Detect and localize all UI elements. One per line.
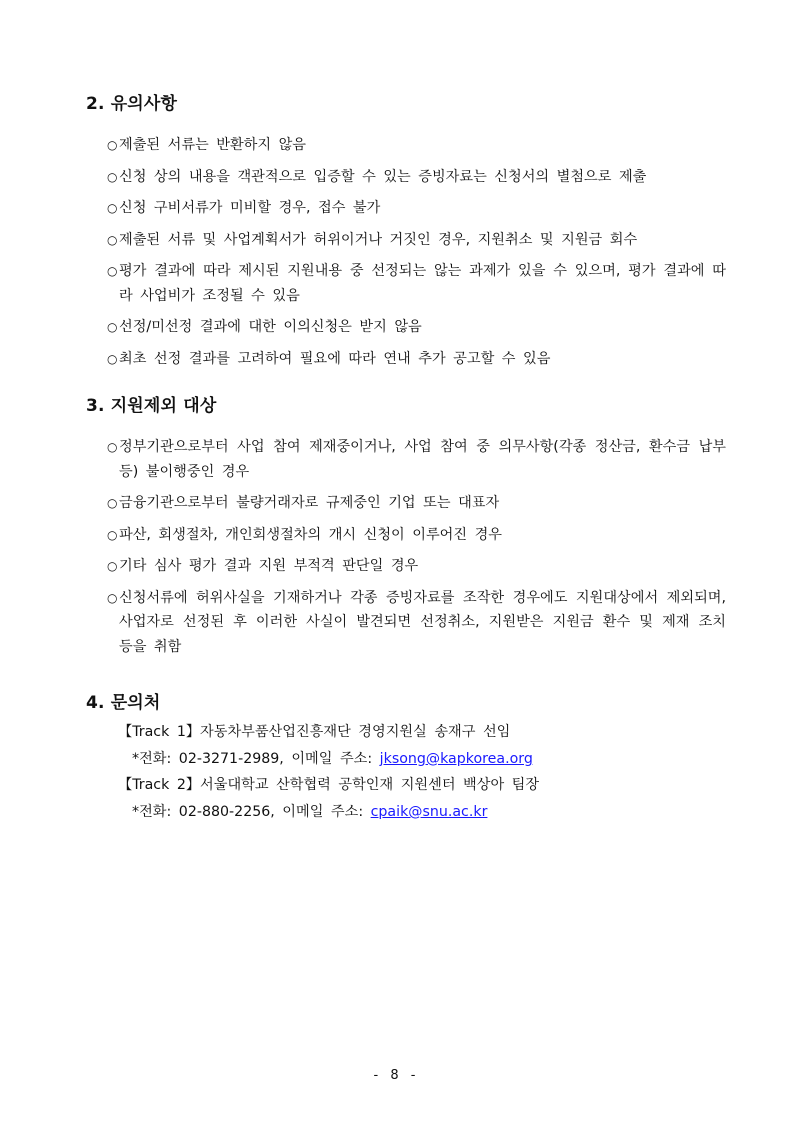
notes-list [86, 133, 726, 371]
list-item [86, 165, 726, 190]
list-item-text: 신청서류에 허위사실을 기재하거나 각종 증빙자료를 조작한 경우에도 지원대상에서 제외되며, 사업자로 선정된 후 이러한 사실이 발견되면 선정취소, 지원받은 지원금 환수 및 제재 조치 등을 취함 [119, 589, 726, 655]
circle-bullet-icon: ○ [107, 169, 118, 184]
section-title: 문의처 [110, 693, 161, 713]
section-heading [86, 692, 726, 714]
list-item [86, 435, 726, 484]
list-item-text: 금융기관으로부터 불량거래자로 규제중인 기업 또는 대표자 [119, 495, 500, 511]
list-item-text: 평가 결과에 따라 제시된 지원내용 중 선정되는 않는 과제가 있을 수 있으며, 평가 결과에 따라 사업비가 조정될 수 있음 [119, 263, 726, 304]
list-item [86, 196, 726, 221]
contact-block [118, 720, 539, 824]
email-link[interactable]: jksong@kapkorea.org [379, 751, 533, 767]
contact-track-1 [118, 720, 539, 744]
list-item [86, 554, 726, 579]
list-item-text: 선정/미선정 결과에 대한 이의신청은 받지 않음 [119, 319, 422, 335]
contact-detail: *전화: 02-880-2256, 이메일 주소: [132, 804, 371, 820]
section-title: 지원제외 대상 [110, 396, 217, 416]
section-number: 2. [86, 94, 105, 114]
circle-bullet-icon: ○ [107, 232, 118, 247]
list-item [86, 228, 726, 253]
section-heading [86, 395, 726, 417]
section-notes [86, 93, 726, 378]
list-item-text: 신청 구비서류가 미비할 경우, 접수 불가 [119, 200, 381, 216]
list-item-text: 기타 심사 평가 결과 지원 부적격 판단일 경우 [119, 558, 419, 574]
contact-detail-track-2 [118, 800, 539, 824]
contact-track-2 [118, 773, 539, 797]
list-item [86, 586, 726, 660]
list-item-text: 최초 선정 결과를 고려하여 필요에 따라 연내 추가 공고할 수 있음 [119, 350, 551, 367]
contact-label: 【Track 1】자동차부품산업진흥재단 경영지원실 송재구 선임 [118, 724, 511, 740]
list-item-text: 정부기관으로부터 사업 참여 제재중이거나, 사업 참여 중 의무사항(각종 정산금, 환수금 납부 등) 불이행중인 경우 [119, 439, 726, 480]
page-number: - 8 - [373, 1068, 420, 1083]
contact-label: 【Track 2】서울대학교 산학협력 공학인재 지원센터 백상아 팀장 [118, 777, 540, 793]
list-item [86, 491, 726, 516]
list-item [86, 315, 726, 340]
list-item-text: 신청 상의 내용을 객관적으로 입증할 수 있는 증빙자료는 신청서의 별첨으로 제출 [119, 168, 647, 185]
exclusions-list [86, 435, 726, 659]
circle-bullet-icon: ○ [107, 590, 118, 605]
list-item-text: 파산, 회생절차, 개인회생절차의 개시 신청이 이루어진 경우 [119, 526, 503, 543]
circle-bullet-icon: ○ [107, 351, 118, 366]
circle-bullet-icon: ○ [107, 527, 118, 542]
list-item [86, 347, 726, 372]
circle-bullet-icon: ○ [107, 138, 118, 152]
list-item [86, 523, 726, 548]
circle-bullet-icon: ○ [107, 201, 118, 215]
section-number: 3. [86, 396, 105, 416]
circle-bullet-icon: ○ [107, 559, 118, 573]
circle-bullet-icon: ○ [107, 440, 118, 454]
section-exclusions [86, 395, 726, 666]
list-item [86, 133, 726, 158]
section-heading [86, 93, 726, 115]
circle-bullet-icon: ○ [107, 496, 118, 510]
contact-detail-track-1 [118, 747, 539, 771]
section-title: 유의사항 [110, 94, 178, 114]
email-link[interactable]: cpaik@snu.ac.kr [370, 804, 488, 820]
section-contact [86, 692, 726, 714]
contact-detail: *전화: 02-3271-2989, 이메일 주소: [132, 751, 380, 767]
list-item-text: 제출된 서류 및 사업계획서가 허위이거나 거짓인 경우, 지원취소 및 지원금 회수 [119, 231, 638, 248]
section-number: 4. [86, 693, 105, 713]
circle-bullet-icon: ○ [107, 264, 118, 278]
list-item [86, 259, 726, 308]
list-item-text: 제출된 서류는 반환하지 않음 [119, 137, 306, 153]
circle-bullet-icon: ○ [107, 320, 118, 334]
